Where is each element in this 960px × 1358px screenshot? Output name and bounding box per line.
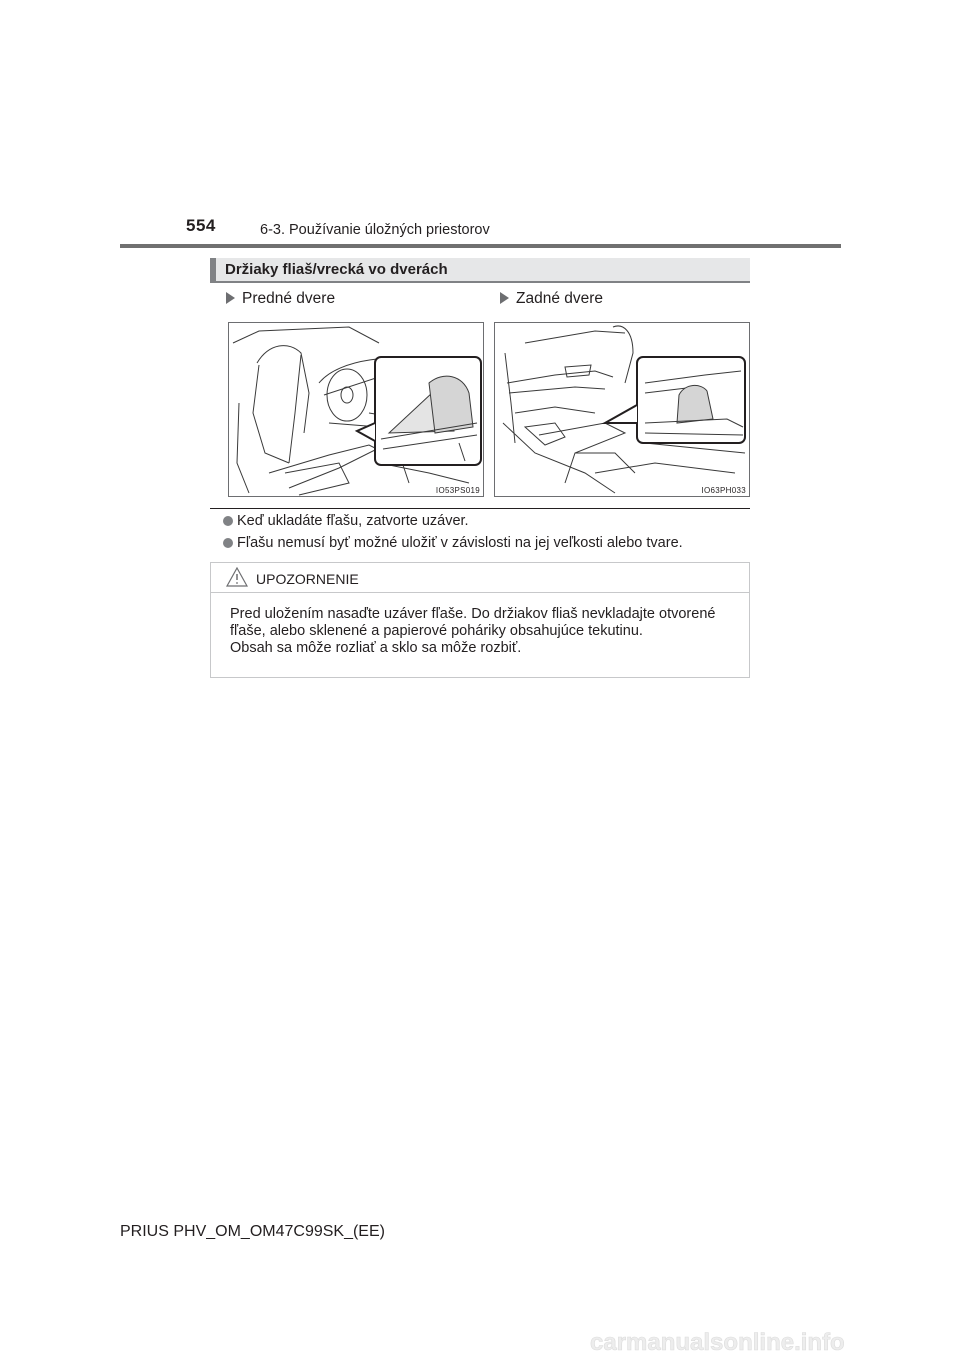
watermark-logo [590, 1328, 946, 1356]
triangle-bullet-icon [500, 292, 509, 304]
front-door-label [226, 290, 335, 308]
document-footer: PRIUS PHV_OM_OM47C99SK_(EE) [120, 1223, 385, 1240]
front-door-label-text: Predné dvere [242, 290, 336, 307]
warning-line: Obsah sa môže rozliať a sklo sa môže rozbiť. [230, 640, 522, 656]
section-title: 6-3. Používanie úložných priestorov [260, 222, 490, 238]
svg-text:carmanualsonline.info: carmanualsonline.info [590, 1329, 845, 1356]
warning-box [210, 562, 750, 678]
warning-triangle-icon [226, 567, 248, 587]
heading-accent [210, 258, 216, 281]
warning-text [230, 606, 745, 657]
rear-door-label [500, 290, 603, 308]
bullet-item [223, 535, 683, 551]
figure-rule [210, 508, 750, 509]
bullet-text: Fľašu nemusí byť možné uložiť v závislosti na jej veľkosti alebo tvare. [237, 535, 683, 551]
warning-line: fľaše, alebo sklenené a papierové poháriky obsahujúce tekutinu. [230, 623, 643, 639]
bullet-text: Keď ukladáte fľašu, zatvorte uzáver. [237, 513, 469, 529]
bullet-dot-icon [223, 516, 233, 526]
bullet-dot-icon [223, 538, 233, 548]
rear-door-illustration [494, 322, 750, 497]
warning-line: Pred uložením nasaďte uzáver fľaše. Do držiakov fliaš nevkladajte otvorené [230, 606, 716, 622]
page-number: 554 [186, 216, 216, 235]
heading-text: Držiaky fliaš/vrecká vo dverách [225, 261, 448, 278]
header-rule [120, 244, 841, 248]
triangle-bullet-icon [226, 292, 235, 304]
warning-title: UPOZORNENIE [256, 571, 359, 587]
section-heading [210, 258, 750, 283]
warning-header [211, 563, 749, 593]
front-door-illustration [228, 322, 484, 497]
figure-code: IO53PS019 [435, 486, 480, 495]
bullet-item [223, 513, 469, 529]
rear-door-label-text: Zadné dvere [516, 290, 604, 307]
figure-code: IO63PH033 [701, 486, 746, 495]
